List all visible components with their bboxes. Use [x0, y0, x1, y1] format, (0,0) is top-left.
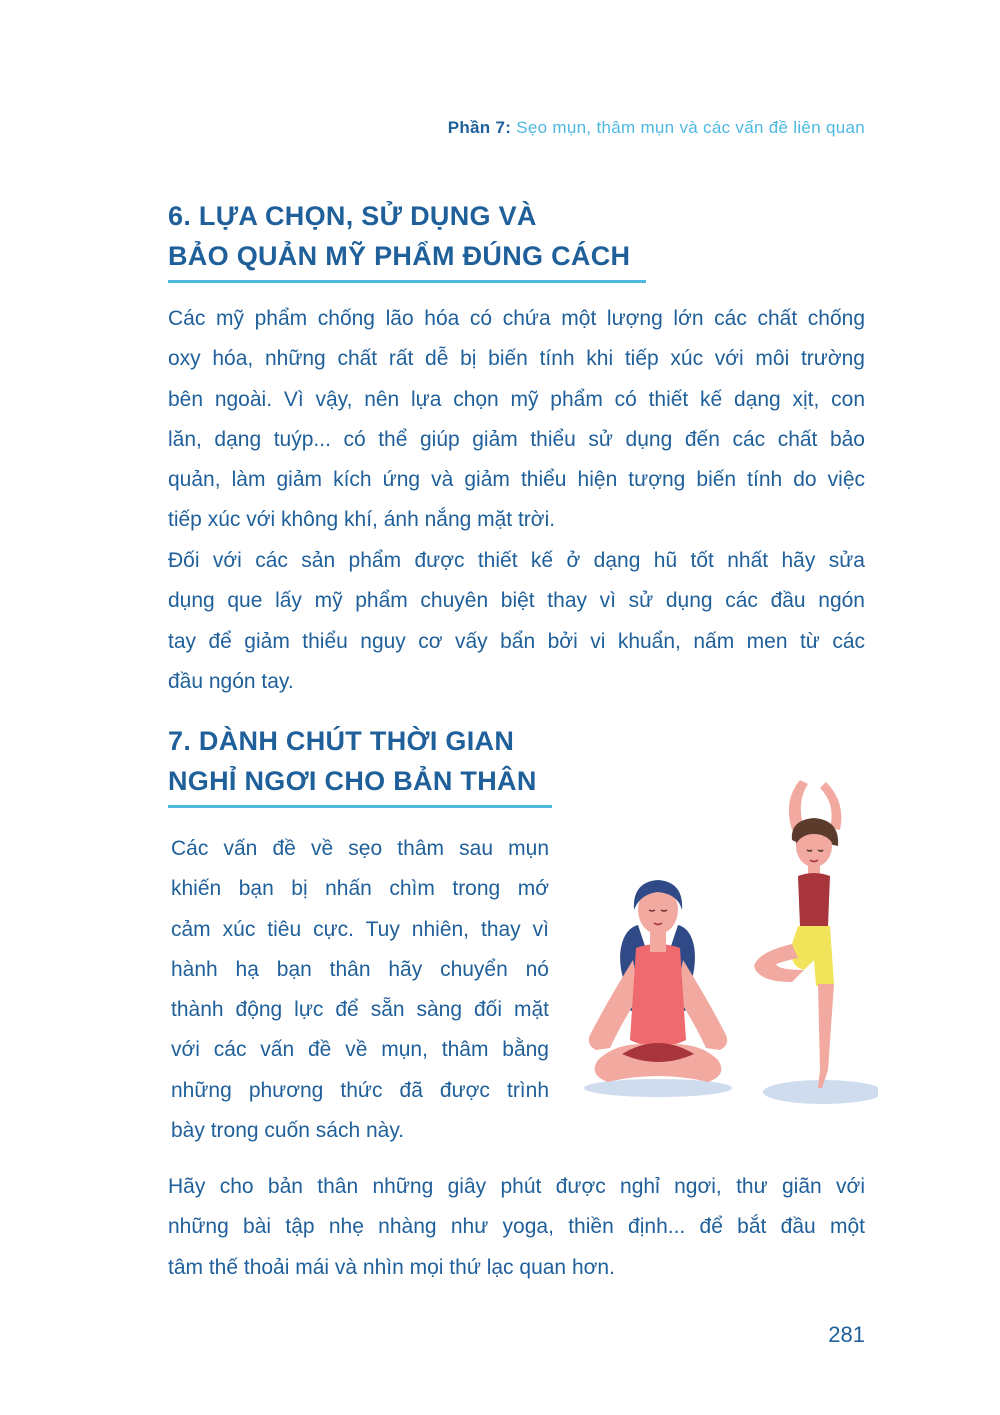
text-line: Các mỹ phẩm chống lão hóa có chứa một lượng lớn các chất chống: [168, 307, 865, 330]
page-number: 281: [828, 1322, 865, 1347]
yoga-women-illustration: [578, 770, 878, 1115]
text-line: oxy hóa, những chất rất dễ bị biến tính khi tiếp xúc với môi trường: [168, 347, 865, 371]
section-7-title: [168, 721, 537, 801]
ground-shadow: [584, 1079, 732, 1097]
standing-woman-figure: [754, 780, 841, 1088]
text-line: với các vấn đề về mụn, thâm bằng: [171, 1038, 549, 1062]
text-line: khiến bạn bị nhấn chìm trong mớ: [171, 877, 549, 901]
running-header: [448, 118, 865, 138]
text-line: đầu ngón tay.: [168, 669, 294, 693]
text-line: bày trong cuốn sách này.: [171, 1119, 405, 1143]
text-line: tiếp xúc với không khí, ánh nắng mặt trời.: [168, 508, 556, 532]
part-label: Phần 7:: [447, 118, 512, 137]
text-line: Hãy cho bản thân những giây phút được nghỉ ngơi, thư giãn với: [168, 1175, 865, 1198]
section-6-title-line: BẢO QUẢN MỸ PHẨM ĐÚNG CÁCH: [168, 241, 631, 271]
section-7-title-line: NGHỈ NGƠI CHO BẢN THÂN: [168, 766, 537, 796]
text-line: dụng que lấy mỹ phẩm chuyên biệt thay vì sử dụng các đầu ngón: [168, 589, 865, 613]
text-line: bên ngoài. Vì vậy, nên lựa chọn mỹ phẩm có thiết kế dạng xịt, con: [168, 387, 865, 411]
part-title: Sẹo mụn, thâm mụn và các vấn đề liên quan: [516, 118, 865, 137]
text-line: lăn, dạng tuýp... có thể giúp giảm thiểu sử dụng đến các chất bảo: [168, 427, 865, 451]
section-6-title-line: 6. LỰA CHỌN, SỬ DỤNG VÀ: [168, 201, 537, 231]
text-line: Đối với các sản phẩm được thiết kế ở dạng hũ tốt nhất hãy sửa: [168, 549, 865, 572]
section-7-title-underline: [168, 805, 552, 808]
section-7-title-line: 7. DÀNH CHÚT THỜI GIAN: [168, 726, 515, 756]
section-7-paragraph-1: [171, 829, 549, 1151]
text-line: những phương thức đã được trình: [171, 1078, 549, 1102]
section-6-title: [168, 196, 630, 276]
text-line: cảm xúc tiêu cực. Tuy nhiên, thay vì: [171, 917, 549, 941]
section-7-paragraph-2: [168, 1167, 865, 1288]
text-line: tâm thế thoải mái và nhìn mọi thứ lạc quan hơn.: [168, 1255, 615, 1279]
text-line: hành hạ bạn thân hãy chuyển nó: [171, 957, 549, 981]
section-6-paragraph-1: [168, 299, 865, 541]
text-line: những bài tập nhẹ nhàng như yoga, thiền định... để bắt đầu một: [168, 1215, 865, 1239]
section-6-paragraph-2: [168, 541, 865, 702]
text-line: Các vấn đề về sẹo thâm sau mụn: [171, 837, 549, 860]
text-line: thành động lực để sẵn sàng đối mặt: [171, 998, 549, 1022]
text-line: quản, làm giảm kích ứng và giảm thiểu hiện tượng biến tính do việc: [168, 468, 865, 492]
meditating-woman-figure: [589, 880, 727, 1082]
section-6-title-underline: [168, 280, 646, 283]
text-line: tay để giảm thiểu nguy cơ vấy bẩn bởi vi khuẩn, nấm men từ các: [168, 629, 865, 653]
